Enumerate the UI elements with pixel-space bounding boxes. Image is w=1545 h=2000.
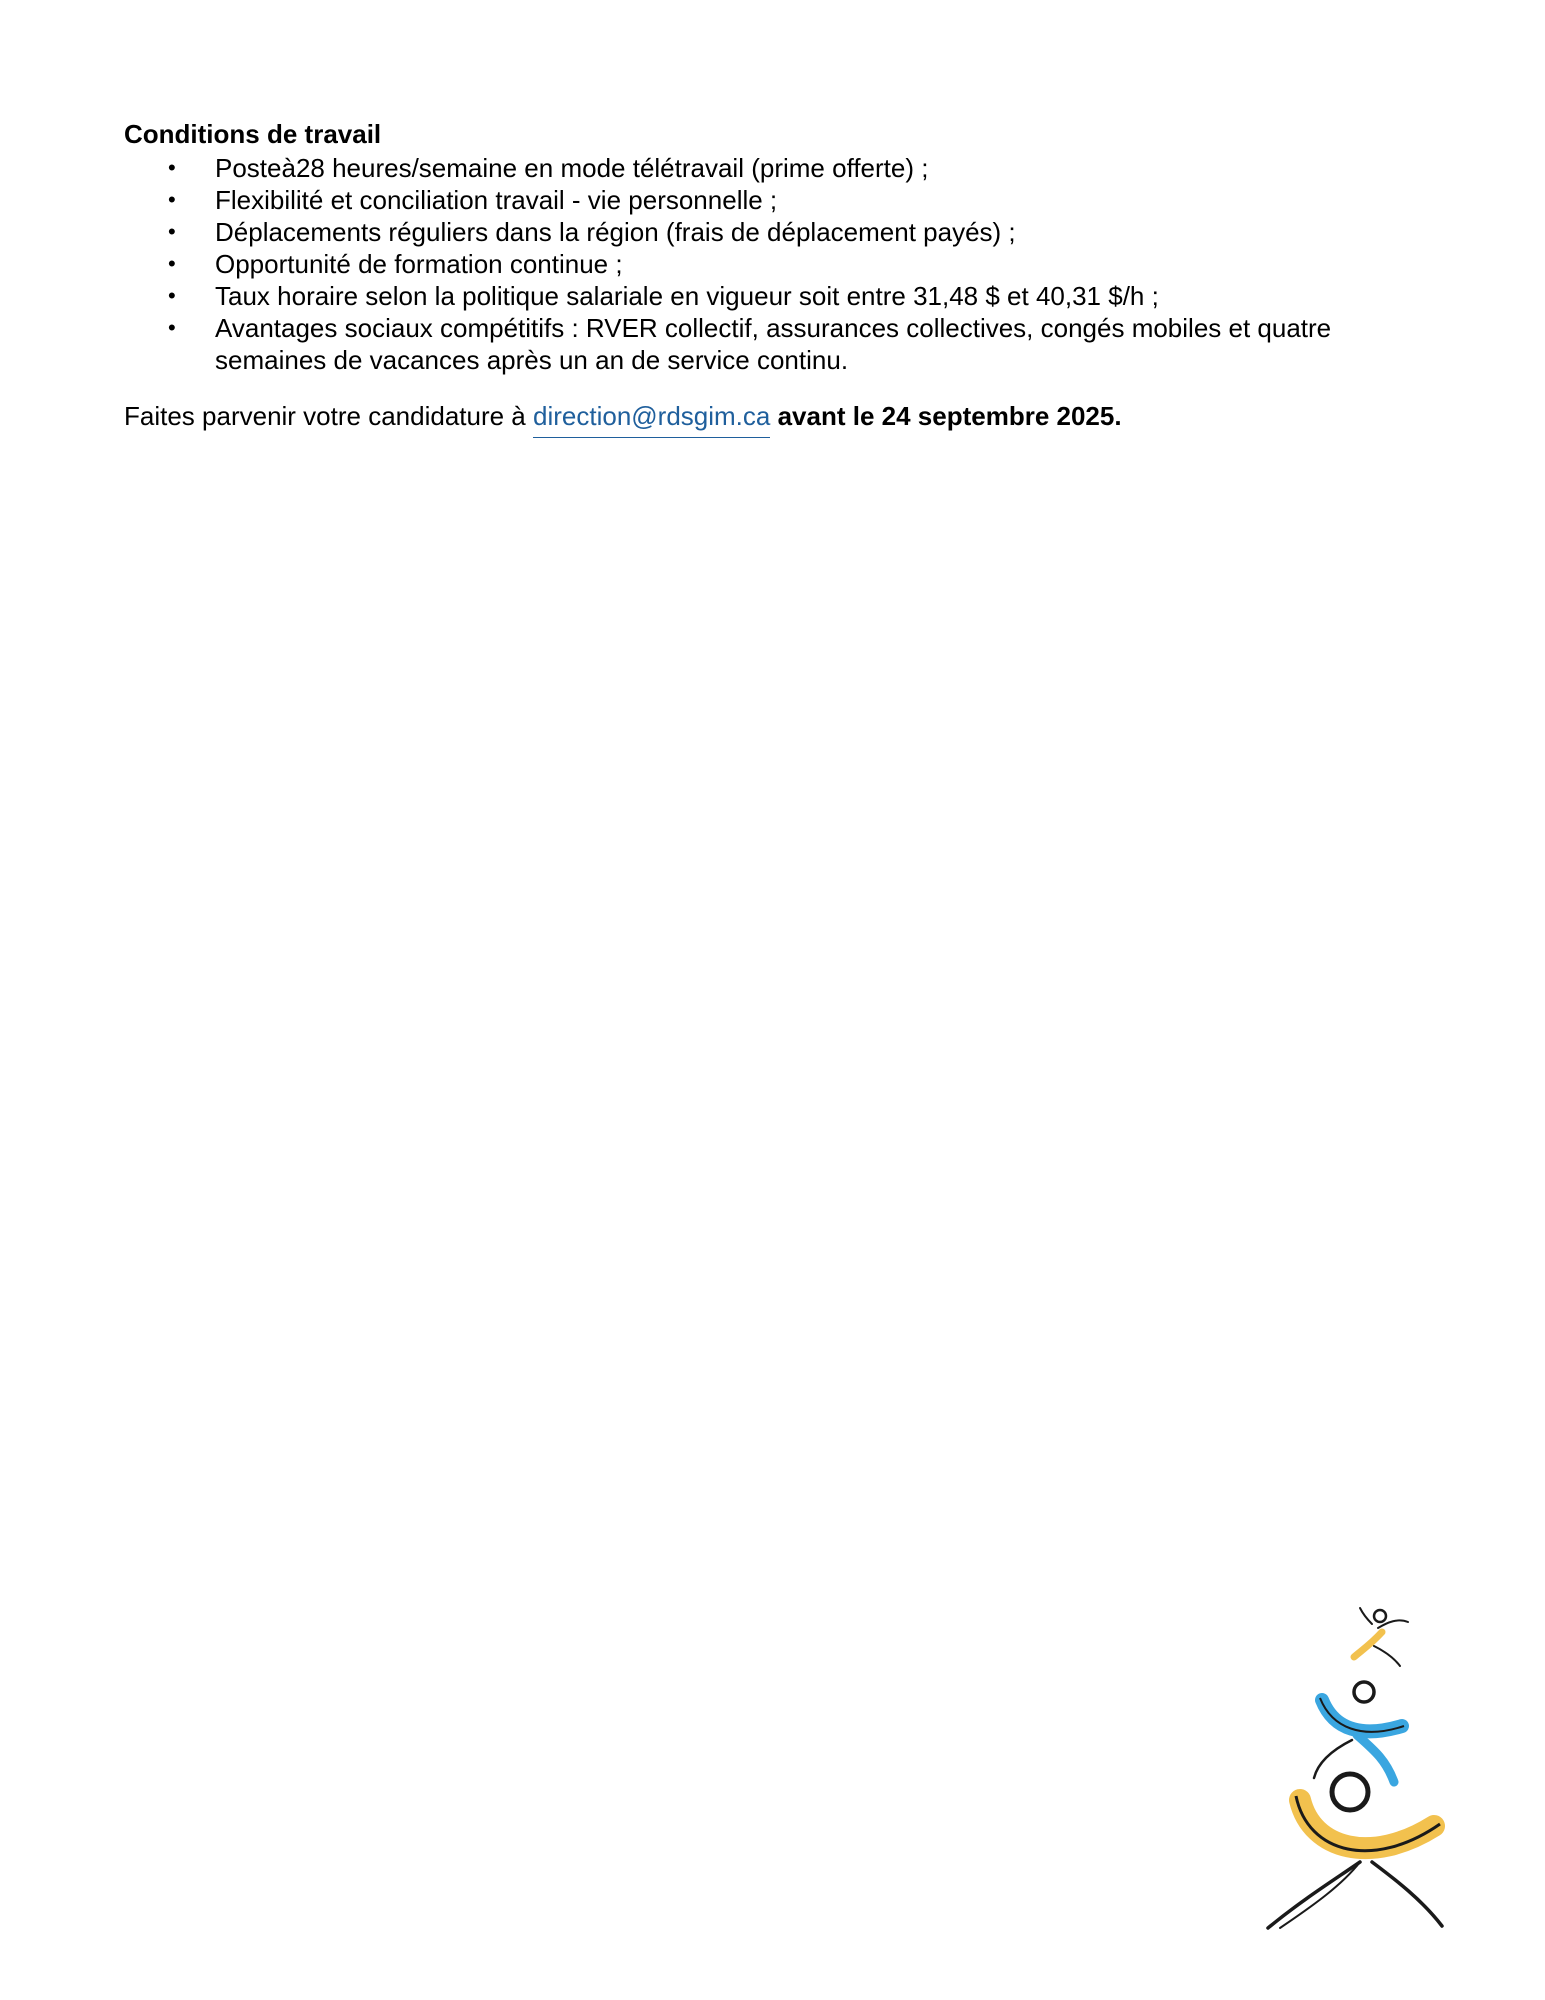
list-item — [124, 184, 1424, 216]
three-figures-logo-icon — [1262, 1600, 1452, 1930]
bullet-icon: • — [168, 283, 176, 308]
application-prefix: Faites parvenir votre candidature à — [124, 401, 533, 431]
list-item — [124, 216, 1424, 248]
application-instructions — [124, 400, 1122, 432]
list-item-text: Taux horaire selon la politique salariale en vigueur soit entre 31,48 $ et 40,31 $/h ; — [215, 281, 1159, 311]
bullet-icon: • — [168, 155, 176, 180]
bullet-icon: • — [168, 315, 176, 340]
bullet-icon: • — [168, 251, 176, 276]
list-item — [124, 152, 1424, 184]
list-item — [124, 248, 1424, 280]
list-item-text: Flexibilité et conciliation travail - vie personnelle ; — [215, 185, 778, 215]
application-deadline: avant le 24 septembre 2025. — [770, 401, 1122, 431]
email-link[interactable]: direction@rdsgim.ca — [533, 401, 770, 438]
list-item — [124, 312, 1424, 376]
list-item-text: Opportunité de formation continue ; — [215, 249, 623, 279]
bullet-icon: • — [168, 219, 176, 244]
list-item-text: Déplacements réguliers dans la région (frais de déplacement payés) ; — [215, 217, 1016, 247]
section-title-conditions: Conditions de travail — [124, 119, 382, 149]
list-item-text: Avantages sociaux compétitifs : RVER collectif, assurances collectives, congés mobiles et quatre semaines de vacances après un an de service continu. — [215, 313, 1332, 375]
bullet-icon: • — [168, 187, 176, 212]
list-item — [124, 280, 1424, 312]
conditions-list — [124, 152, 1424, 376]
list-item-text: Posteà28 heures/semaine en mode télétravail (prime offerte) ; — [215, 153, 929, 183]
